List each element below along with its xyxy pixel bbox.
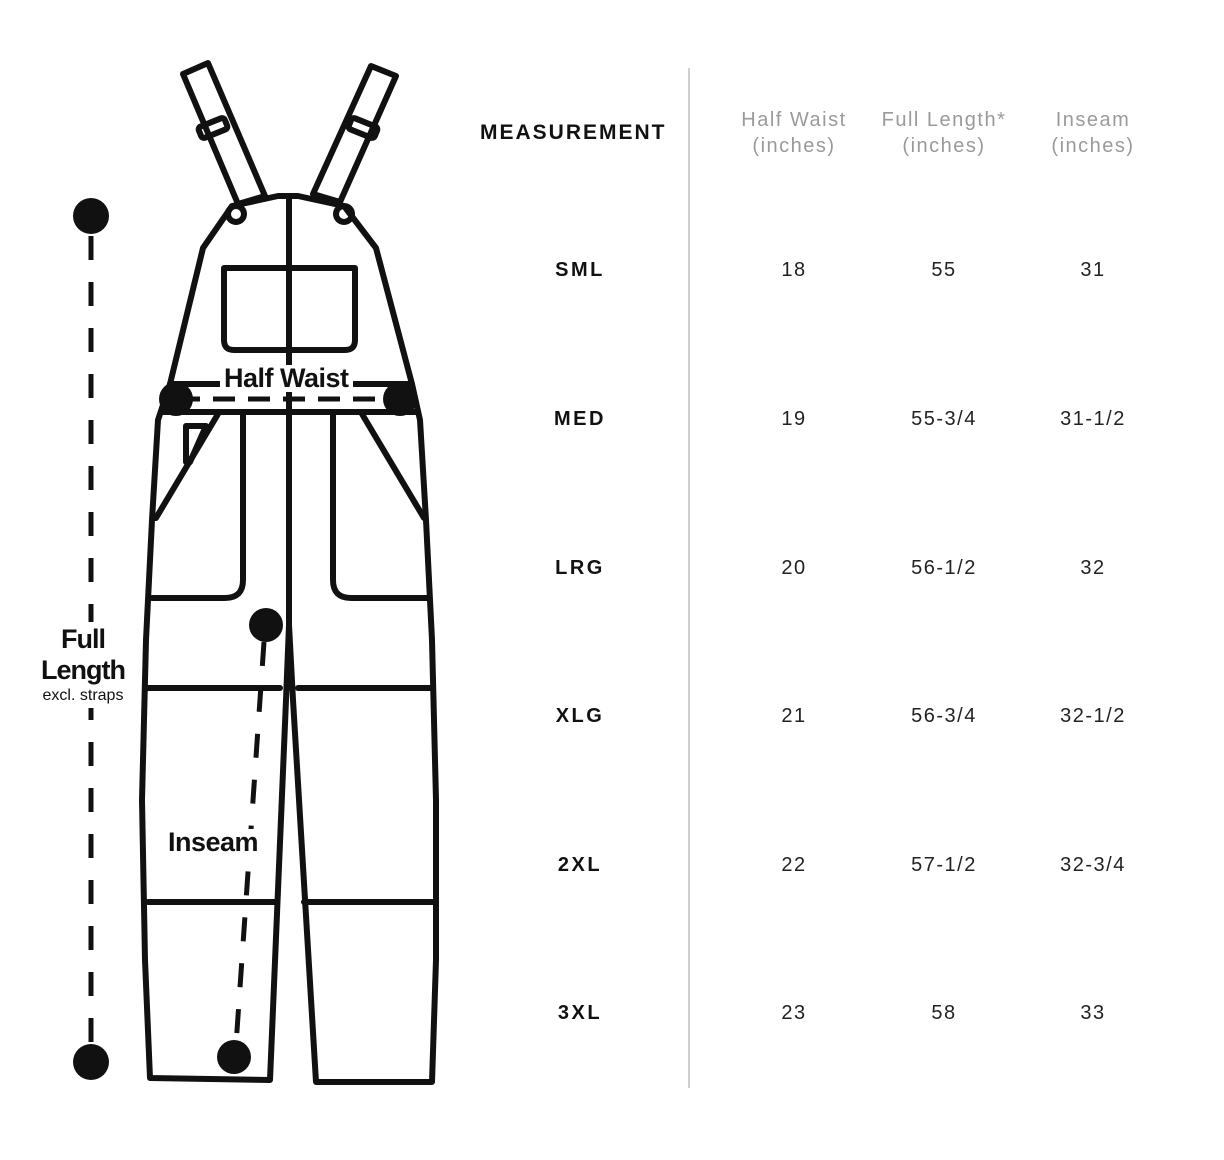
column-header-full-length [864,107,1024,159]
column-header-line2: (inches) [1051,135,1135,157]
full-length-value: 56-3/4 [911,705,977,727]
measurement-header: MEASUREMENT [480,121,667,144]
size-label: 2XL [557,854,603,876]
column-header-line1: Inseam [1055,109,1131,131]
full-length-value: 55 [931,259,957,281]
table-row [0,705,1224,735]
table-row [0,408,1224,438]
column-header-line1: Full Length* [881,109,1007,131]
column-header-half-waist [714,107,874,159]
full-length-value: 57-1/2 [911,854,977,876]
table-row [0,854,1224,884]
full-length-value: 55-3/4 [911,408,977,430]
full-length-sub: excl. straps [42,687,124,704]
table-row [0,557,1224,587]
half-waist-value: 18 [781,259,807,281]
full-length-label-line2: Length [41,655,125,685]
half-waist-value: 19 [781,408,807,430]
column-header-line1: Half Waist [741,109,847,131]
inseam-value: 31-1/2 [1060,408,1126,430]
column-header-inseam [1013,107,1173,159]
inseam-value: 32-3/4 [1060,854,1126,876]
inseam-value: 32-1/2 [1060,705,1126,727]
inseam-value: 31 [1080,259,1106,281]
half-waist-value: 23 [781,1002,807,1024]
size-label: MED [554,408,606,430]
inseam-value: 32 [1080,557,1106,579]
left-strap [183,63,265,204]
size-label: 3XL [557,1002,603,1024]
full-length-value: 58 [931,1002,957,1024]
inseam-value: 33 [1080,1002,1106,1024]
table-row [0,259,1224,289]
column-header-line2: (inches) [902,135,986,157]
half-waist-value: 22 [781,854,807,876]
full-length-label [36,622,130,708]
full-length-label-line1: Full [61,624,105,654]
half-waist-value: 21 [781,705,807,727]
full-length-value: 56-1/2 [911,557,977,579]
size-label: LRG [555,557,605,579]
inseam-label: Inseam [164,829,262,856]
half-waist-label: Half Waist [220,365,353,392]
size-label: SML [555,259,605,281]
half-waist-value: 20 [781,557,807,579]
table-row [0,1002,1224,1032]
column-header-line2: (inches) [752,135,836,157]
size-label: XLG [555,705,605,727]
